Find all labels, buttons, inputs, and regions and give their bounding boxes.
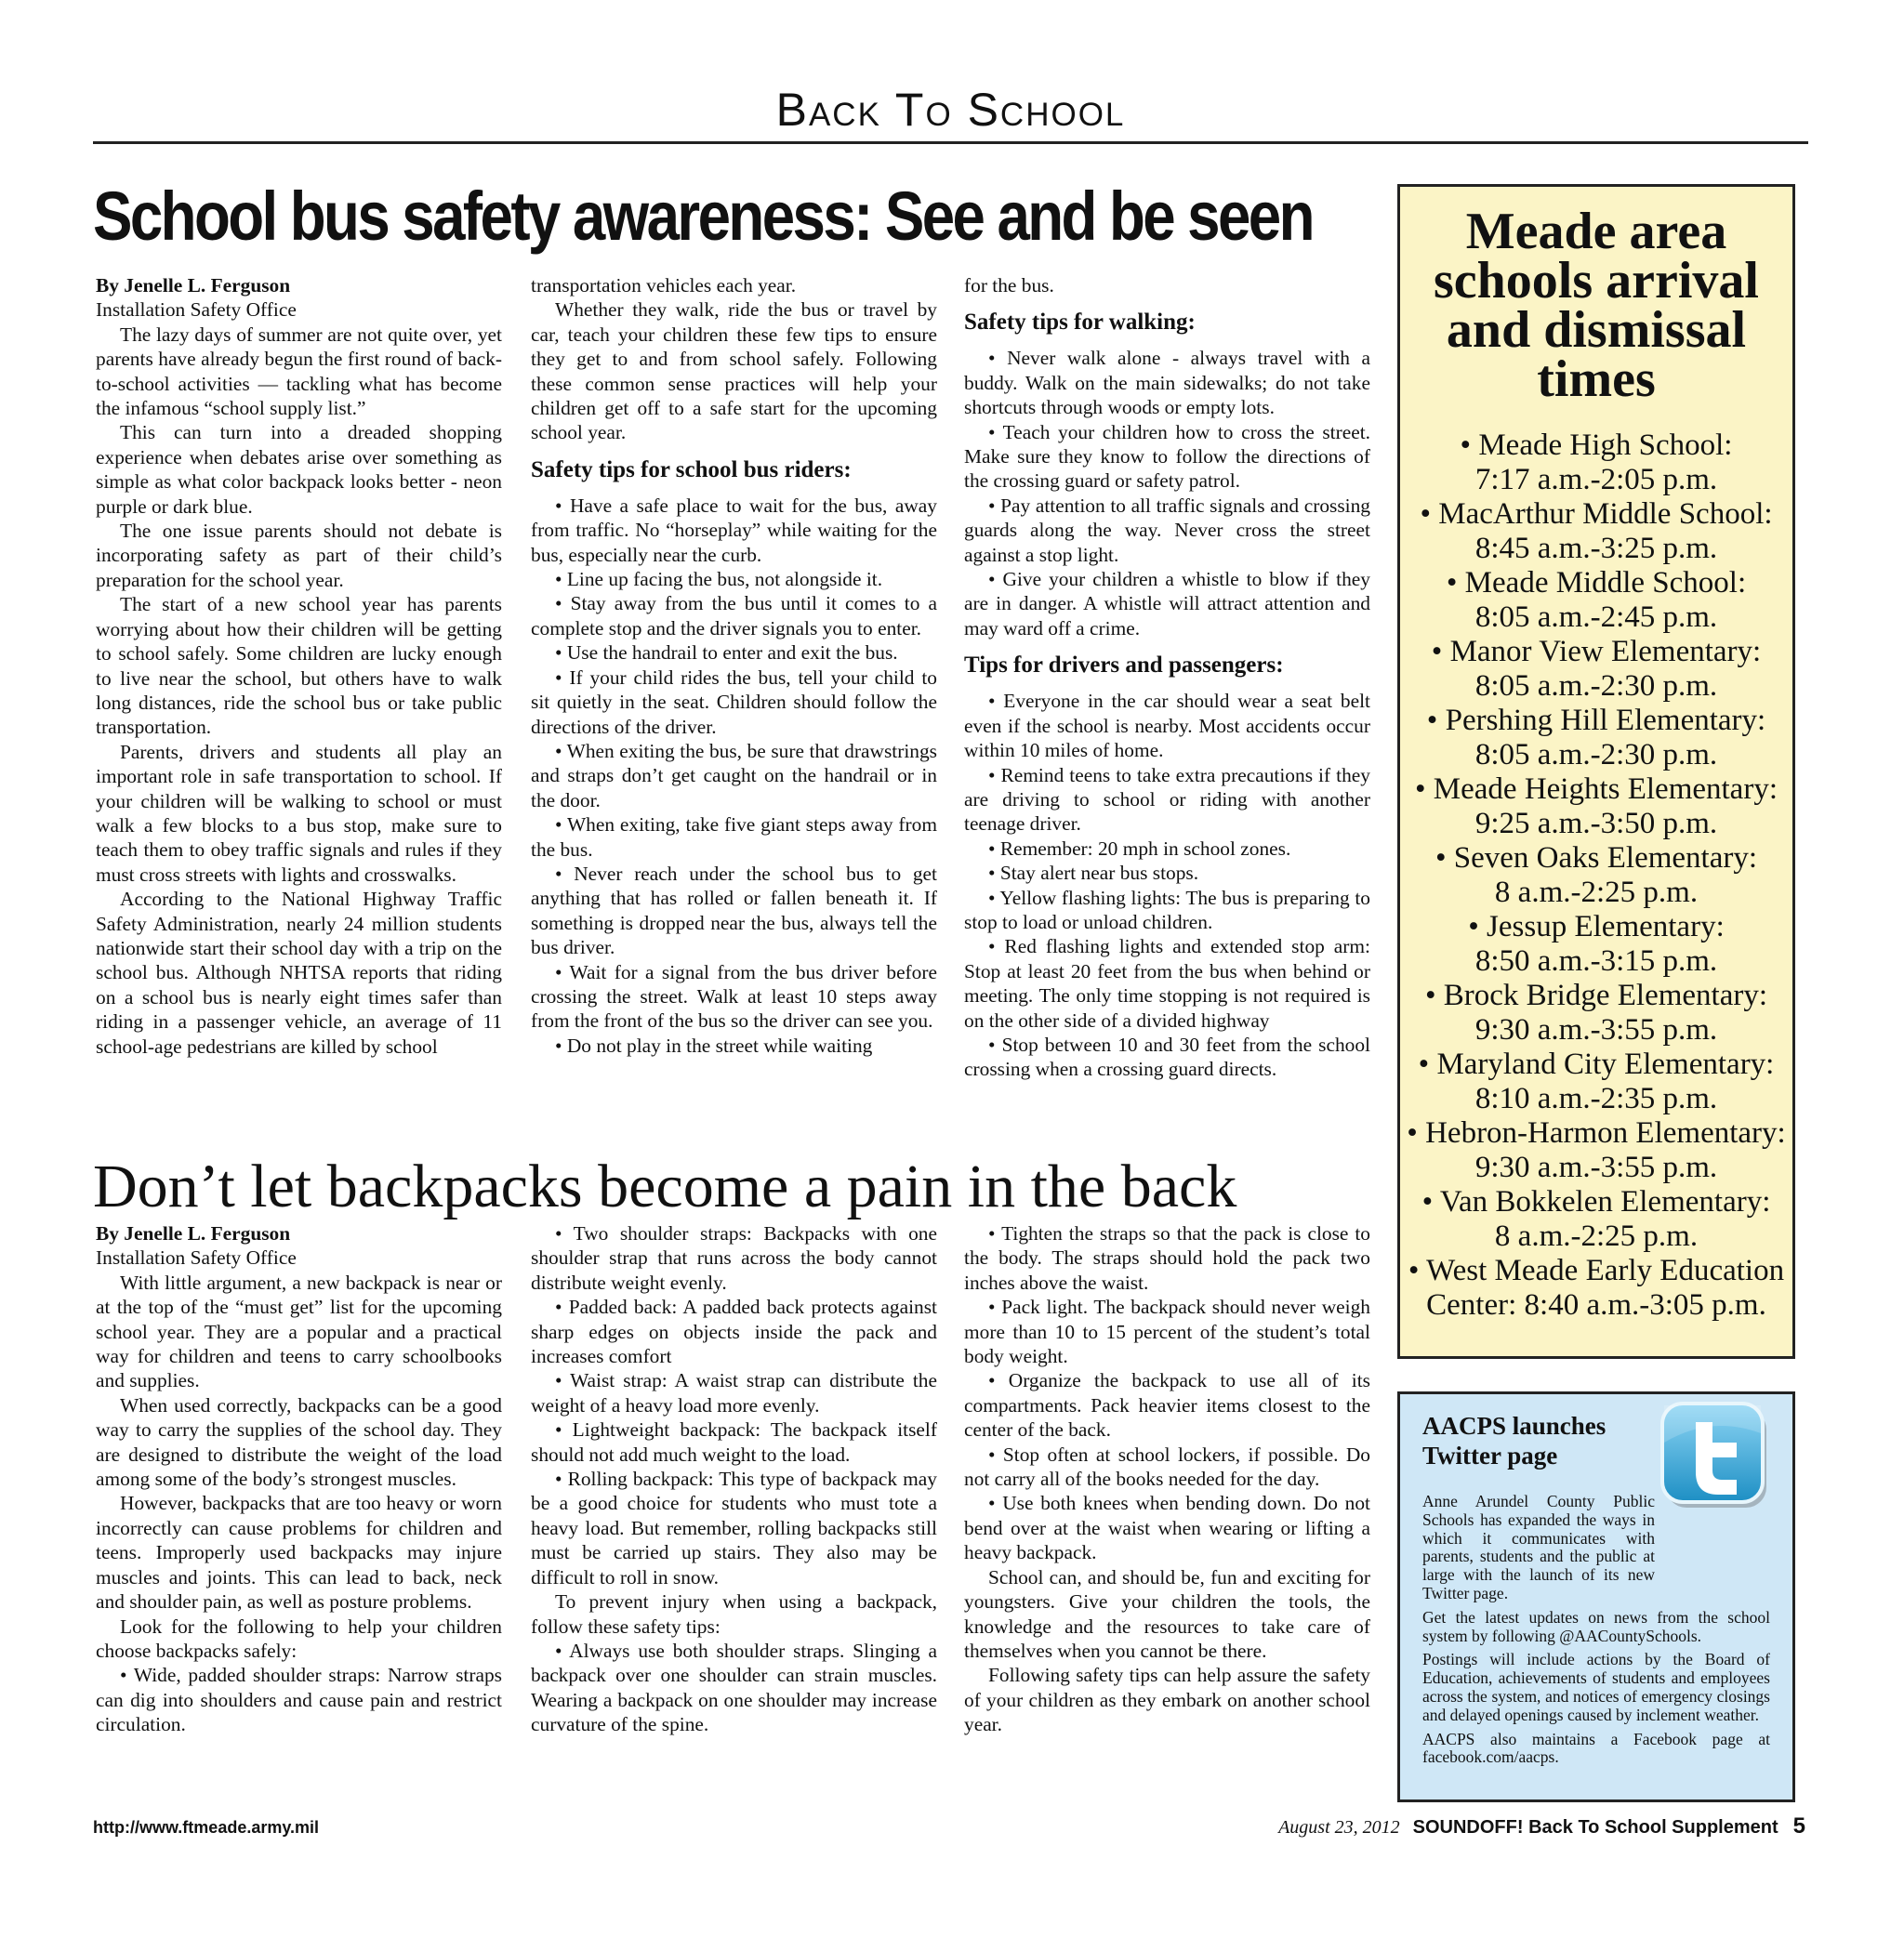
school-name: • MacArthur Middle School: (1420, 497, 1773, 531)
paragraph: • Stop often at school lockers, if possible. Do not carry all of the books needed for the day. (964, 1443, 1370, 1491)
twitter-paragraph: Anne Arundel County Public Schools has expanded the ways in which it communicates with parents, students and the public at large with the launch of its new Twitter page. (1422, 1492, 1655, 1602)
school-time-item (1400, 635, 1792, 704)
article-1-column-1 (96, 273, 502, 1059)
school-time-item (1400, 566, 1792, 635)
paragraph: • Use both knees when bending down. Do not bend over at the waist when wearing or lifting a heavy backpack. (964, 1492, 1370, 1564)
walking-tip: • Never walk alone - always travel with a buddy. Walk on the main sidewalks; do not take shortcuts through woods or empty lots. (964, 347, 1370, 419)
school-name: • Meade High School: (1460, 428, 1733, 462)
article-2-column-2 (531, 1221, 937, 1737)
paragraph: Look for the following to help your children choose backpacks safely: (96, 1615, 502, 1662)
school-hours: 8:45 a.m.-3:25 p.m. (1474, 532, 1718, 565)
twitter-bird-icon (1660, 1402, 1772, 1513)
paragraph: However, backpacks that are too heavy or worn incorrectly can cause problems for children and teens. Improperly used backpacks may injure muscles and joints. This can lead to back, neck and shoulder pain, as well as posture problems. (96, 1492, 502, 1614)
school-time-item (1400, 1254, 1792, 1323)
school-time-item (1400, 772, 1792, 841)
article-2-column-3 (964, 1221, 1370, 1737)
school-hours: 8 a.m.-2:25 p.m. (1494, 1219, 1699, 1253)
school-name: • Meade Heights Elementary: (1414, 772, 1778, 806)
paragraph: With little argument, a new backpack is near or at the top of the “must get” list for the upcoming school year. They are a popular and a practical way for children and teens to carry schoolbooks and supplies. (96, 1271, 502, 1392)
paragraph: • Lightweight backpack: The backpack itself should not add much weight to the load. (531, 1418, 937, 1466)
school-time-item (1400, 841, 1792, 910)
paragraph: School can, and should be, fun and exciting for youngsters. Give your children the tools, the knowledge and the resources to take care of themselves when you cannot be there. (964, 1565, 1370, 1662)
school-time-item (1400, 704, 1792, 772)
school-time-item (1400, 1048, 1792, 1116)
school-hours: 8 a.m.-2:25 p.m. (1494, 876, 1699, 909)
footer-url[interactable]: http://www.ftmeade.army.mil (93, 1818, 320, 1837)
paragraph: • Wide, padded shoulder straps: Narrow straps can dig into shoulders and cause pain and restrict circulation. (96, 1664, 502, 1736)
school-hours: 9:25 a.m.-3:50 p.m. (1474, 807, 1718, 840)
school-time-item (1400, 910, 1792, 979)
school-name: • Jessup Elementary: (1468, 910, 1725, 943)
footer-publication: SOUNDOFF! Back To School Supplement (1412, 1817, 1778, 1838)
school-hours: 9:30 a.m.-3:55 p.m. (1474, 1013, 1718, 1047)
paragraph: • Organize the backpack to use all of its compartments. Pack heavier items closest to the center of the back. (964, 1369, 1370, 1442)
bus-tip: • Line up facing the bus, not alongside it. (555, 568, 883, 591)
footer-info (1278, 1813, 1805, 1839)
bus-tip: • Stay away from the bus until it comes to a complete stop and the driver signals you to enter. (531, 592, 937, 639)
footer-date: August 23, 2012 (1278, 1817, 1400, 1838)
article-1-byline: By Jenelle L. Ferguson (96, 274, 291, 297)
paragraph: The one issue parents should not debate is incorporating safety as part of their child’s preparation for the school year. (96, 520, 502, 591)
driver-tip: • Red flashing lights and extended stop arm: Stop at least 20 feet from the bus when behind or meeting. The only time stopping is not required is on the other side of a divided highway (964, 935, 1370, 1032)
school-name: • Manor View Elementary: (1431, 635, 1762, 668)
bus-tips-heading: Safety tips for school bus riders: (531, 456, 852, 482)
school-hours: 8:50 a.m.-3:15 p.m. (1474, 944, 1718, 978)
school-hours: 8:05 a.m.-2:30 p.m. (1474, 669, 1718, 703)
driver-tip: • Yellow flashing lights: The bus is preparing to stop to load or unload children. (964, 886, 1370, 933)
twitter-paragraph: Get the latest updates on news from the school system by following @AACountySchools. (1422, 1607, 1770, 1645)
bus-tip: • Wait for a signal from the bus driver before crossing the street. Walk at least 10 steps away from the front of the bus so the driver can see you. (531, 960, 937, 1033)
school-hours: 9:30 a.m.-3:55 p.m. (1474, 1151, 1718, 1184)
school-time-item (1400, 1116, 1792, 1185)
bus-tip: • Use the handrail to enter and exit the bus. (555, 641, 898, 665)
walking-tip: • Pay attention to all traffic signals and crossing guards along the way. Never cross the street against a stop light. (964, 494, 1370, 566)
school-name: • Seven Oaks Elementary: (1435, 841, 1758, 875)
twitter-box-body (1422, 1493, 1770, 1767)
article-1-column-2 (531, 273, 937, 1058)
paragraph: • Waist strap: A waist strap can distribute the weight of a heavy load more evenly. (531, 1369, 937, 1417)
school-time-item (1400, 497, 1792, 566)
paragraph: • Always use both shoulder straps. Slinging a backpack over one shoulder can strain muscles. Wearing a backpack on one shoulder may increase curvature of the spine. (531, 1639, 937, 1736)
bus-tip: • Do not play in the street while waiting (555, 1034, 873, 1057)
paragraph: Parents, drivers and students all play an important role in safe transportation to school. If your children will be walking to school or must walk a few blocks to a bus stop, make sure to teach them to obey traffic signals and rules if they must cross streets with lights and crosswalks. (96, 740, 502, 886)
paragraph: According to the National Highway Traffic Safety Administration, nearly 24 million students nationwide start their school day with a trip on the school bus. Although NHTSA reports that riding on a school bus is nearly eight times safer than riding in a passenger vehicle, an average of 11 school-age pedestrians are killed by school (96, 888, 502, 1058)
school-name: • Hebron-Harmon Elementary: (1407, 1116, 1786, 1150)
school-times-list (1400, 428, 1792, 1323)
twitter-paragraph: AACPS also maintains a Facebook page at facebook.com/aacps. (1422, 1729, 1770, 1767)
paragraph: • Pack light. The backpack should never weigh more than 10 to 15 percent of the student’s total body weight. (964, 1296, 1370, 1368)
article-2-column-1 (96, 1221, 502, 1737)
school-time-item (1400, 1185, 1792, 1254)
paragraph: The lazy days of summer are not quite over, yet parents have already begun the first round of back-to-school activities — tackling what has become the infamous “school supply list.” (96, 323, 502, 420)
article-2-headline: Don’t let backpacks become a pain in the back (93, 1153, 1237, 1220)
paragraph: To prevent injury when using a backpack, follow these safety tips: (531, 1590, 937, 1638)
school-hours: 7:17 a.m.-2:05 p.m. (1474, 463, 1718, 496)
walking-tips-heading: Safety tips for walking: (964, 310, 1196, 336)
paragraph: The start of a new school year has parents worrying about how their children will be getting to school safely. Some children are lucky enough to live near the school, but others have to walk long distances, ride the school bus or take public transportation. (96, 593, 502, 739)
school-times-box (1397, 184, 1795, 1359)
paragraph: • Tighten the straps so that the pack is close to the body. The straps should hold the pack two inches above the waist. (964, 1222, 1370, 1294)
paragraph: • Two shoulder straps: Backpacks with one shoulder strap that runs across the body cannot distribute weight evenly. (531, 1222, 937, 1294)
school-hours: Center: 8:40 a.m.-3:05 p.m. (1426, 1288, 1766, 1322)
school-hours: 8:05 a.m.-2:30 p.m. (1474, 738, 1718, 771)
paragraph: Whether they walk, ride the bus or travel by car, teach your children these few tips to ensure they get to and from school safely. Following these common sense practices will help your children get off to a safe start for the upcoming school year. (531, 298, 937, 444)
driver-tip: • Remember: 20 mph in school zones. (988, 837, 1291, 860)
paragraph: for the bus. (964, 274, 1054, 297)
bus-tip: • When exiting, take five giant steps away from the bus. (531, 813, 937, 861)
article-2-byline: By Jenelle L. Ferguson (96, 1222, 291, 1245)
paragraph: Following safety tips can help assure the safety of your children as they embark on another school year. (964, 1664, 1370, 1736)
driver-tip: • Stay alert near bus stops. (988, 862, 1199, 885)
school-times-title: Meade area schools arrival and dismissal times (1434, 203, 1759, 408)
school-name: • Maryland City Elementary: (1418, 1048, 1775, 1081)
school-name: • Pershing Hill Elementary: (1426, 704, 1766, 737)
twitter-announcement-box (1397, 1391, 1795, 1802)
paragraph: When used correctly, backpacks can be a good way to carry the supplies of the school day. They are designed to distribute the weight of the load among some of the body’s strongest muscles. (96, 1393, 502, 1491)
twitter-box-title: AACPS launches Twitter page (1422, 1412, 1606, 1470)
page-number: 5 (1792, 1813, 1805, 1839)
school-time-item (1400, 979, 1792, 1048)
walking-tip: • Give your children a whistle to blow if they are in danger. A whistle will attract attention and may ward off a crime. (964, 568, 1370, 639)
article-2-org: Installation Safety Office (96, 1246, 297, 1270)
school-hours: 8:05 a.m.-2:45 p.m. (1474, 600, 1718, 634)
school-hours: 8:10 a.m.-2:35 p.m. (1474, 1082, 1718, 1115)
paragraph: • Padded back: A padded back protects against sharp edges on objects inside the pack and increases comfort (531, 1296, 937, 1368)
driver-tip: • Remind teens to take extra precautions if they are driving to school or riding with another teenage driver. (964, 763, 1370, 836)
paragraph: This can turn into a dreaded shopping experience when debates arise over something as simple as what color backpack looks better - neon purple or dark blue. (96, 421, 502, 518)
school-name: • Meade Middle School: (1446, 566, 1747, 600)
bus-tip: • Have a safe place to wait for the bus, away from traffic. No “horseplay” while waiting for the bus, especially near the curb. (531, 494, 937, 566)
article-1-column-3 (964, 273, 1370, 1082)
walking-tip: • Teach your children how to cross the street. Make sure they know to follow the directions of the crossing guard or safety patrol. (964, 420, 1370, 493)
article-1-org: Installation Safety Office (96, 298, 297, 322)
section-header (93, 84, 1808, 144)
driver-tip: • Stop between 10 and 30 feet from the school crossing when a crossing guard directs. (964, 1033, 1370, 1081)
twitter-paragraph: Postings will include actions by the Board of Education, achievements of students and employees across the system, and notices of emergency closings and delayed openings caused by inclement weather. (1422, 1650, 1770, 1724)
bus-tip: • If your child rides the bus, tell your child to sit quietly in the seat. Children should follow the directions of the driver. (531, 666, 937, 738)
school-name: • Van Bokkelen Elementary: (1421, 1185, 1771, 1219)
driver-tips-heading: Tips for drivers and passengers: (964, 653, 1284, 679)
article-1-headline: School bus safety awareness: See and be seen (93, 178, 1313, 255)
bus-tip: • Never reach under the school bus to get anything that has rolled or fallen beneath it. If something is dropped near the bus, always tell the bus driver. (531, 862, 937, 959)
paragraph: • Rolling backpack: This type of backpack may be a good choice for students who must tote a heavy load. But remember, rolling backpacks still must be carried up stairs. They also may be difficult to roll in snow. (531, 1468, 937, 1588)
section-header-text: Back To School (775, 84, 1126, 136)
bus-tip: • When exiting the bus, be sure that drawstrings and straps don’t get caught on the handrail or in the door. (531, 739, 937, 811)
school-name: • Brock Bridge Elementary: (1424, 979, 1768, 1012)
school-time-item (1400, 428, 1792, 497)
school-name: • West Meade Early Education (1408, 1254, 1785, 1287)
driver-tip: • Everyone in the car should wear a seat belt even if the school is nearby. Most accidents occur within 10 miles of home. (964, 690, 1370, 762)
paragraph: transportation vehicles each year. (531, 274, 797, 297)
